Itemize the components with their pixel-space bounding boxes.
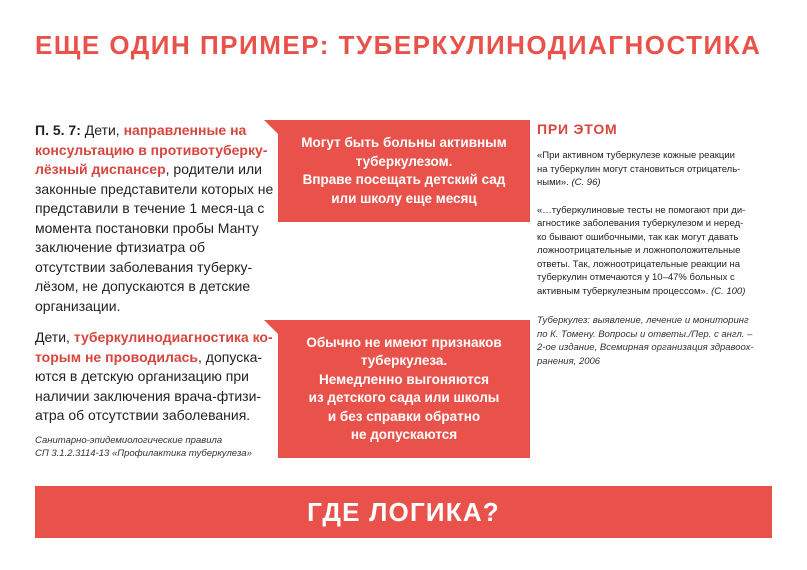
callout-line: Обычно не имеют признаков (306, 334, 502, 350)
callout-pointer (264, 320, 278, 334)
rule-text-part: Дети, (80, 122, 124, 138)
quote-line-text: активным туберкулезным процессом». (537, 285, 709, 297)
callout-line: или школу еще месяц (331, 190, 477, 206)
page-title: ЕЩЕ ОДИН ПРИМЕР: ТУБЕРКУЛИНОДИАГНОСТИКА (35, 30, 762, 60)
callout-no-tb (278, 320, 530, 458)
callout-line: туберкулезом. (355, 153, 453, 169)
callout-pointer (264, 120, 278, 134)
callout-active-tb (278, 120, 530, 222)
quote-ref: (С. 100) (711, 285, 746, 297)
rule-number: П. 5. 7: (35, 122, 81, 138)
quote-line (537, 176, 782, 190)
quote-line: на туберкулин могут становиться отрицатель- (537, 163, 741, 175)
conclusion-banner: ГДЕ ЛОГИКА? (35, 486, 772, 538)
quote-line: ложноотрицательные и ложноположительные (537, 245, 741, 256)
rule-text (35, 121, 275, 426)
rule-text-part: , родители или законные представители которых не представили в течение 1 меся-ца с момента постановки пробы Манту заключение фтизиатра об отсутствии заболевания туберку-лёзом, не допускаются в детские организации. (35, 161, 274, 314)
quote-1 (537, 149, 782, 190)
callout-line: не допускаются (350, 427, 458, 442)
citation-line: по К. Томену. Вопросы и ответы./Пер. с англ. – (537, 328, 753, 340)
callout-line: и без справки обратно (327, 408, 481, 424)
quote-line: «При активном туберкулезе кожные реакции (537, 150, 735, 161)
quote-line: туберкулин отмечаются у 10–47% больных с (537, 272, 735, 283)
callout-line: Вправе посещать детский сад (302, 172, 506, 187)
source-line: Санитарно-эпидемиологические правила (35, 435, 223, 446)
citation-line: Туберкулез: выявление, лечение и мониторинг (537, 315, 749, 326)
right-column (537, 121, 782, 368)
quote-line (537, 285, 782, 299)
citation-line: ранения, 2006 (537, 355, 601, 367)
highlight-referred: направленные на консультацию в противотуберку-лёзный диспансер (35, 122, 268, 177)
source-line: СП 3.1.2.3114-13 «Профилактика туберкулеза» (35, 448, 252, 459)
quote-2 (537, 204, 782, 299)
callout-line: Немедленно выгоняются (319, 371, 489, 387)
callout-line: туберкулеза. (360, 353, 448, 368)
quote-line-text: ными». (537, 177, 569, 188)
source-citation (35, 434, 285, 460)
quote-line: ответы. Так, ложноотрицательные реакции на (537, 258, 741, 270)
quote-ref: (С. 96) (571, 177, 601, 188)
highlight-no-diagnostics: туберкулинодиагностика ко-торым не проводилась (35, 329, 273, 365)
section-heading: ПРИ ЭТОМ (537, 121, 618, 137)
callout-line: из детского сада или школы (308, 390, 500, 405)
callout-line: Могут быть больны активным (301, 135, 507, 150)
rule-text-part: , допуска-ются в детскую организацию при наличии заключения врача-фтизи-атра об отсутствии заболевания. (35, 348, 263, 423)
quote-line: агностике заболевания туберкулезом и неред- (537, 218, 744, 229)
rule-text-part: Дети, (35, 329, 74, 345)
rule-paragraph-1 (35, 121, 275, 316)
quote-line: ко бывают ошибочными, так как могут давать (537, 231, 739, 243)
book-citation (537, 314, 782, 368)
citation-line: 2-ое издание, Всемирная организация здравоох- (537, 342, 754, 353)
rule-paragraph-2 (35, 328, 275, 426)
quote-line: «…туберкулиновые тесты не помогают при ди- (537, 204, 746, 216)
